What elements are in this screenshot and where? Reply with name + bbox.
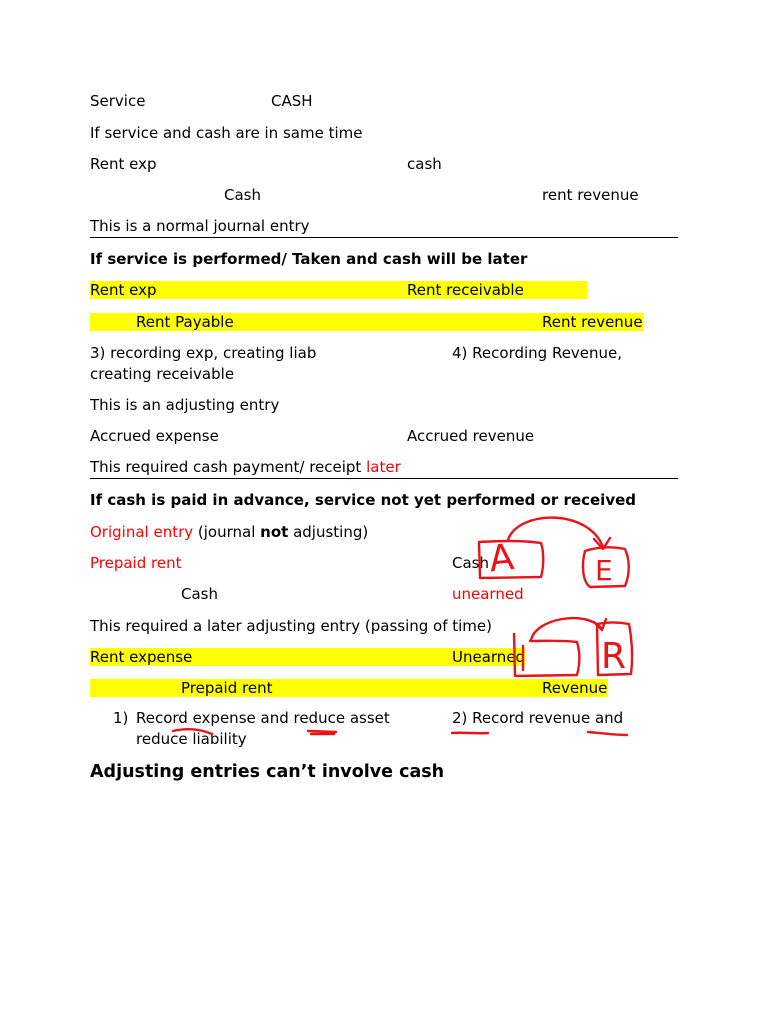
deferral-step-continued: reduce liability — [136, 730, 247, 748]
later-adjusting-note: This required a later adjusting entry (passing of time) — [90, 617, 493, 635]
revenue-letter: R — [601, 636, 627, 677]
section-divider — [90, 237, 678, 238]
row-condition — [0, 123, 768, 144]
deferral-debit-left: Prepaid rent — [90, 554, 182, 572]
row-later-note — [0, 616, 768, 637]
deferral-step-left: Record expense and reduce asset — [136, 709, 390, 727]
adjusting-credit-left: Prepaid rent — [181, 679, 273, 697]
step-number: 1) — [113, 709, 129, 727]
accrued-revenue-label: Accrued revenue — [407, 427, 535, 445]
row-accrual-types — [0, 426, 768, 447]
cash-note-text: This required cash payment/ receipt — [90, 458, 367, 476]
row-adjusting-debit — [0, 647, 768, 668]
accrual-cash-note — [90, 457, 401, 478]
accrual-credit-left: Rent Payable — [136, 313, 234, 331]
accrual-note: This is an adjusting entry — [90, 396, 280, 414]
row-accrual-heading — [0, 249, 768, 270]
adjusting-debit-left: Rent expense — [90, 648, 193, 666]
row-accrual-debit — [0, 280, 768, 301]
asset-letter: A — [487, 536, 516, 581]
same-time-condition: If service and cash are in same time — [90, 124, 363, 142]
deferral-credit-right: unearned — [452, 585, 524, 603]
highlight-band — [90, 679, 608, 697]
conclusion-heading: Adjusting entries can’t involve cash — [90, 762, 445, 782]
accrual-debit-left: Rent exp — [90, 281, 157, 299]
accrual-credit-right: Rent revenue — [542, 313, 643, 331]
row-deferral-debit — [0, 553, 768, 574]
row-service-cash — [0, 91, 768, 112]
original-entry-bold: not — [260, 523, 289, 541]
normal-debit-right: cash — [407, 155, 442, 173]
original-entry-text-1: (journal — [193, 523, 261, 541]
service-label: Service — [90, 92, 146, 110]
deferral-heading: If cash is paid in advance, service not yet performed or received — [90, 491, 637, 509]
row-normal-credit — [0, 185, 768, 206]
row-original-entry — [0, 522, 768, 543]
normal-debit-left: Rent exp — [90, 155, 157, 173]
original-entry-label: Original entry — [90, 523, 194, 541]
original-entry-text-2: adjusting) — [288, 523, 369, 541]
row-adjusting-credit — [0, 678, 768, 699]
accrued-expense-label: Accrued expense — [90, 427, 219, 445]
deferral-debit-right: Cash — [452, 554, 489, 572]
row-accrual-credit — [0, 312, 768, 333]
normal-credit-right: rent revenue — [542, 186, 639, 204]
expense-letter: E — [595, 554, 613, 587]
cash-note-emphasis: later — [366, 458, 401, 476]
deferral-step-right: 2) Record revenue and — [452, 709, 624, 727]
accrual-step-left: 3) recording exp, creating liab — [90, 344, 317, 362]
row-conclusion — [0, 760, 768, 784]
adjusting-credit-right: Revenue — [542, 679, 608, 697]
accrual-debit-right: Rent receivable — [407, 281, 524, 299]
row-accrual-steps-continued — [0, 364, 768, 385]
section-divider — [90, 478, 678, 479]
deferral-credit-left: Cash — [181, 585, 218, 603]
adjusting-debit-right: Unearned — [452, 648, 526, 666]
accrual-step-right: 4) Recording Revenue, — [452, 344, 623, 362]
row-normal-debit — [0, 154, 768, 175]
row-deferral-steps-continued — [0, 729, 768, 750]
row-accrual-cash-note — [0, 457, 768, 478]
accrual-step-continued: creating receivable — [90, 365, 235, 383]
normal-credit-left: Cash — [224, 186, 261, 204]
row-deferral-credit — [0, 584, 768, 605]
row-normal-note — [0, 216, 768, 237]
row-deferral-steps — [0, 708, 768, 729]
original-entry-line — [90, 522, 368, 543]
row-accrual-steps — [0, 343, 768, 364]
row-deferral-heading — [0, 490, 768, 511]
cash-label: CASH — [271, 92, 313, 110]
row-accrual-note — [0, 395, 768, 416]
accrual-heading: If service is performed/ Taken and cash will be later — [90, 250, 528, 268]
normal-entry-note: This is a normal journal entry — [90, 217, 310, 235]
